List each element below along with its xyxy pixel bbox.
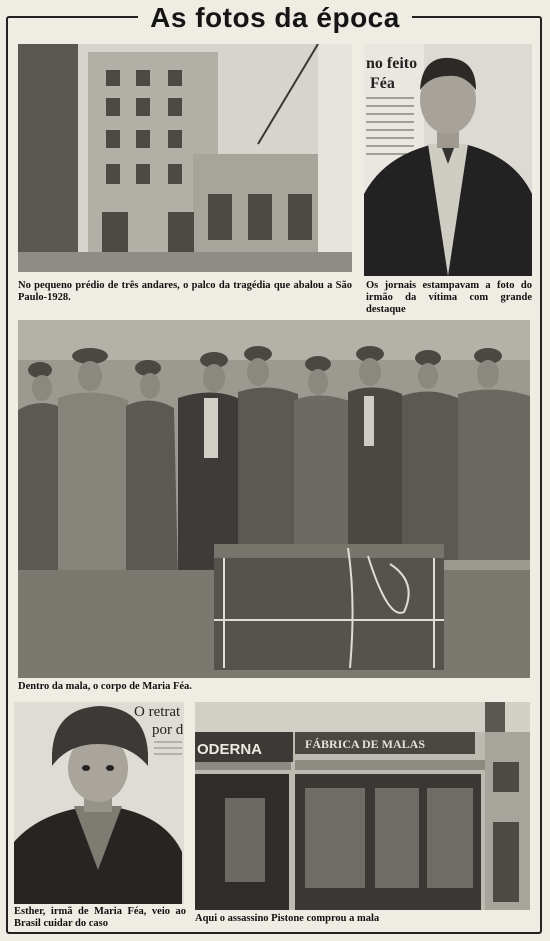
trunk-shop-caption: Aqui o assassino Pistone comprou a mala	[195, 913, 380, 924]
brother-portrait-caption: Os jornais estampavam a foto do irmão da vítima com grande destaque	[366, 280, 532, 315]
clipping-headline-1: no feito	[366, 55, 418, 72]
crowd-trunk-caption: Dentro da mala, o corpo de Maria Féa.	[18, 681, 192, 692]
shop-sign-fabrica: FÁBRICA DE MALAS	[305, 737, 426, 751]
brother-portrait-photo	[364, 44, 532, 276]
trunk-shop-photo	[195, 702, 530, 910]
shop-sign-oderna: ODERNA	[197, 741, 263, 758]
clipping-headline-2: Féa	[370, 75, 395, 92]
esther-portrait-photo	[14, 702, 184, 904]
building-photo	[18, 44, 352, 272]
clipping-headline-esther-2: por d	[152, 722, 184, 738]
crowd-trunk-photo	[18, 320, 530, 678]
building-caption: No pequeno prédio de três andares, o palco da tragédia que abalou a São Paulo-1928.	[18, 280, 352, 303]
title-bar	[0, 0, 550, 36]
esther-caption: Esther, irmã de Maria Féa, veio ao Brasil cuidar do caso	[14, 906, 186, 929]
page-title: As fotos da época	[138, 0, 412, 36]
clipping-headline-esther-1: O retrat	[134, 704, 181, 720]
